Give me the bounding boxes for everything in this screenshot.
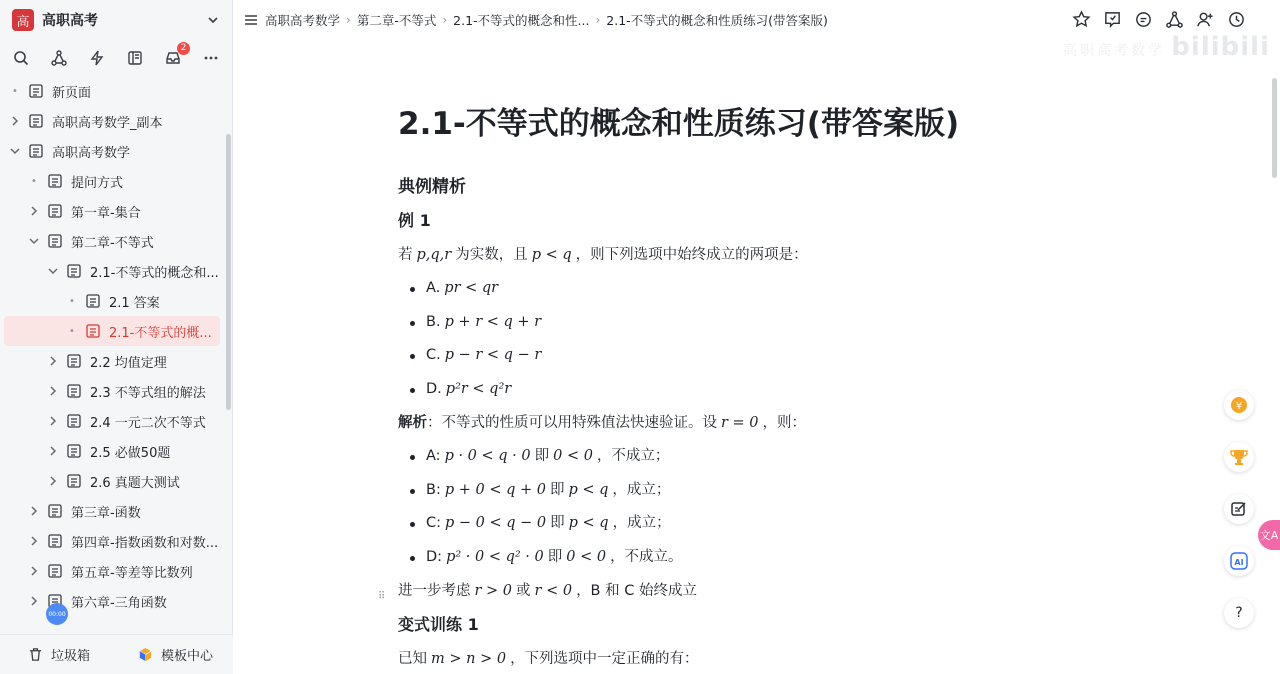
document-icon: [85, 293, 101, 309]
sidebar-toolbar: [0, 40, 232, 76]
chevron-right-icon[interactable]: [46, 474, 60, 488]
sidebar-tree-item[interactable]: [0, 586, 226, 616]
variant-heading[interactable]: 变式训练 1: [398, 615, 479, 634]
sidebar-tree-item[interactable]: [0, 466, 226, 496]
chevron-right-icon[interactable]: [46, 444, 60, 458]
document-icon: [28, 143, 44, 159]
flash-icon[interactable]: [88, 49, 106, 67]
chevron-right-icon[interactable]: [8, 114, 22, 128]
example-heading[interactable]: 例 1: [398, 211, 431, 230]
document-icon: [66, 473, 82, 489]
tree-item-label: 2.2 均值定理: [90, 355, 167, 371]
list-item[interactable]: [398, 306, 1158, 340]
tree-item-label: 高职高考数学: [52, 145, 131, 161]
history-icon[interactable]: [1227, 10, 1246, 29]
document-icon: [47, 563, 63, 579]
chevron-right-icon[interactable]: [27, 534, 41, 548]
text: 为实数，且: [455, 247, 528, 263]
check-expr2: 0 < 0: [553, 448, 593, 464]
inbox-badge: 2: [177, 42, 190, 55]
coin-button[interactable]: [1224, 390, 1254, 420]
tree-item-label: 2.5 必做50题: [90, 445, 171, 461]
tree-item-label: 第五章-等差等比数列: [71, 565, 193, 581]
tree-item-label: 第三章-函数: [71, 505, 141, 521]
sidebar-tree-item[interactable]: [0, 136, 226, 166]
document-icon: [66, 383, 82, 399]
ai-icon: [1224, 546, 1254, 576]
workspace-header[interactable]: [0, 0, 232, 40]
list-item[interactable]: [398, 373, 1158, 407]
coin-icon: [1224, 390, 1254, 420]
add-user-icon[interactable]: [1196, 10, 1215, 29]
text: 即: [534, 448, 550, 464]
chevron-right-icon[interactable]: [27, 594, 41, 608]
check-expr: p + 0 < q + 0: [444, 481, 546, 498]
bullet-icon: •: [69, 295, 75, 307]
inbox-icon[interactable]: [164, 43, 187, 67]
check-expr2: p < q: [568, 515, 609, 531]
comment-pin-icon[interactable]: [1103, 10, 1122, 29]
chevron-down-icon[interactable]: [46, 264, 60, 278]
sidebar-tree-item[interactable]: [0, 106, 226, 136]
page-title[interactable]: 2.1-不等式的概念和性质练习(带答案版): [398, 106, 960, 142]
list-item[interactable]: [398, 440, 1158, 474]
tree-item-label: 第一章-集合: [71, 205, 141, 221]
document-icon: [85, 323, 101, 339]
sidebar-tree-item[interactable]: [0, 76, 226, 106]
bullet-icon: •: [12, 85, 18, 97]
sidebar-tree-item[interactable]: [0, 256, 226, 286]
more-icon[interactable]: [202, 49, 220, 67]
chevron-right-icon: ›: [346, 13, 351, 27]
page-tree: [0, 76, 226, 616]
edit-button[interactable]: [1224, 494, 1254, 524]
chevron-right-icon[interactable]: [46, 384, 60, 398]
graph-view-icon[interactable]: [1165, 10, 1184, 29]
timer-badge[interactable]: 00:00: [46, 603, 68, 625]
math-vars: p,q,r: [416, 247, 452, 263]
section-heading[interactable]: 典例精析: [398, 177, 466, 197]
trophy-button[interactable]: [1224, 442, 1254, 472]
search-icon[interactable]: [12, 49, 30, 67]
trash-label: 垃圾箱: [51, 649, 91, 664]
question-paragraph[interactable]: [398, 238, 1158, 272]
help-icon: ?: [1224, 598, 1254, 628]
workspace-logo: 高: [12, 9, 34, 31]
breadcrumb-item[interactable]: 高职高考数学: [265, 13, 341, 28]
list-item[interactable]: [398, 541, 1158, 575]
sidebar: [0, 0, 233, 674]
trophy-icon: [1224, 442, 1254, 472]
breadcrumb-item[interactable]: 第二章-不等式: [356, 13, 437, 28]
tree-item-label: 2.6 真题大测试: [90, 475, 180, 491]
text: ，则下列选项中始终成立的两项是：: [575, 247, 808, 263]
analysis-label: 解析: [398, 415, 427, 431]
check-expr: p · 0 < q · 0: [444, 448, 531, 464]
option-label: A.: [426, 280, 441, 296]
math-expr: r = 0: [721, 415, 759, 431]
tree-item-label: 第六章-三角函数: [71, 595, 167, 611]
chevron-right-icon: ›: [595, 13, 601, 27]
chevron-down-icon[interactable]: [27, 234, 41, 248]
help-button[interactable]: [1224, 598, 1254, 628]
bullet-icon: •: [31, 175, 37, 187]
option-label: C.: [426, 347, 441, 363]
text: ，成立；: [612, 515, 671, 531]
sidebar-tree-item[interactable]: [0, 526, 226, 556]
check-expr2: 0 < 0: [566, 548, 607, 565]
text: 即: [550, 515, 565, 531]
option-expr: pr < qr: [444, 280, 499, 296]
text: 即: [547, 548, 563, 565]
chat-icon[interactable]: [1134, 10, 1153, 29]
option-expr: p + r < q + r: [444, 313, 542, 330]
math-expr: r > 0: [474, 583, 513, 599]
book-icon[interactable]: [126, 49, 144, 67]
tree-item-label: 新页面: [52, 85, 92, 101]
top-actions: [1072, 10, 1246, 29]
tree-item-label: 高职高考数学_副本: [52, 115, 163, 131]
ai-assistant-button[interactable]: [1224, 546, 1254, 576]
watermark: bilibili: [1171, 32, 1270, 62]
trash-button[interactable]: [0, 645, 110, 664]
text: 已知: [398, 651, 427, 667]
text: ：不等式的性质可以用特殊值法快速验证。设: [427, 415, 717, 431]
option-expr: p²r < q²r: [445, 380, 512, 397]
text: ，不成立；: [596, 448, 670, 464]
last-paragraph[interactable]: [398, 642, 1158, 674]
document-body: [398, 100, 1158, 674]
sidebar-tree-item[interactable]: [0, 226, 226, 256]
text: 或: [516, 583, 531, 599]
text: ，不成立。: [610, 548, 683, 565]
tree-item-label: 提问方式: [71, 175, 124, 191]
text: ，成立；: [612, 481, 671, 498]
chevron-down-icon[interactable]: [206, 13, 220, 27]
option-label: D.: [426, 380, 442, 397]
svg-text:AI: AI: [1234, 558, 1244, 567]
sidebar-footer: [0, 634, 233, 674]
breadcrumb-item[interactable]: 2.1-不等式的概念和性...: [453, 13, 590, 28]
checks-list: [398, 440, 1158, 574]
sidebar-tree-item[interactable]: [0, 436, 226, 466]
breadcrumb: [265, 11, 828, 29]
chevron-right-icon[interactable]: [27, 204, 41, 218]
math-expr: m > n > 0: [431, 651, 507, 667]
document-icon: [66, 353, 82, 369]
check-expr: p² · 0 < q² · 0: [446, 548, 544, 565]
graph-icon[interactable]: [50, 49, 68, 67]
tree-item-label: 2.1-不等式的概...: [109, 325, 212, 341]
math-condition: p < q: [531, 247, 572, 263]
content-scrollbar[interactable]: [1272, 78, 1277, 178]
sidebar-tree-item[interactable]: [0, 286, 226, 316]
list-item[interactable]: [398, 474, 1158, 508]
breadcrumb-item-current[interactable]: 2.1-不等式的概念和性质练习(带答案版): [606, 13, 828, 28]
text: 进一步考虑: [398, 583, 471, 599]
template-center-label: 模板中心: [161, 649, 214, 664]
list-item[interactable]: [398, 339, 1158, 373]
chevron-right-icon[interactable]: [27, 504, 41, 518]
chevron-right-icon[interactable]: [46, 414, 60, 428]
option-label: B.: [426, 313, 441, 330]
check-label: A:: [426, 448, 441, 464]
bullet-icon: •: [69, 325, 75, 337]
cube-icon: [138, 647, 153, 662]
tree-item-label: 2.1-不等式的概念和...: [90, 265, 219, 281]
sidebar-tree-item[interactable]: [4, 316, 220, 346]
text: ，B 和 C 始终成立: [576, 583, 697, 599]
text: ，则：: [762, 415, 807, 431]
sidebar-tree-item[interactable]: [0, 346, 226, 376]
sidebar-scrollbar[interactable]: [226, 134, 231, 410]
chevron-down-icon[interactable]: [8, 144, 22, 158]
chevron-right-icon: ›: [442, 13, 448, 27]
tree-item-label: 第四章-指数函数和对数...: [71, 535, 219, 551]
sidebar-tree-item[interactable]: [0, 496, 226, 526]
menu-icon[interactable]: [243, 12, 259, 28]
text: 若: [398, 247, 413, 263]
tree-item-label: 2.4 一元二次不等式: [90, 415, 206, 431]
sidebar-tree-item[interactable]: [0, 376, 226, 406]
document-icon: [66, 413, 82, 429]
option-expr: p − r < q − r: [444, 347, 542, 363]
document-icon: [47, 533, 63, 549]
check-label: D:: [426, 548, 443, 565]
trash-icon: [28, 647, 43, 662]
check-label: B:: [426, 481, 441, 498]
analysis-paragraph[interactable]: [398, 406, 1158, 440]
sidebar-tree-item[interactable]: [0, 196, 226, 226]
sidebar-tree-item[interactable]: [0, 166, 226, 196]
svg-text:¥: ¥: [1235, 401, 1243, 412]
drag-handle-icon[interactable]: ⠿: [378, 591, 386, 602]
document-icon: [47, 203, 63, 219]
document-icon: [28, 113, 44, 129]
document-icon: [66, 443, 82, 459]
text: 即: [549, 481, 565, 498]
list-item[interactable]: [398, 507, 1158, 541]
edit-icon: [1224, 494, 1254, 524]
workspace-name: 高职高考: [42, 13, 98, 29]
document-icon: [47, 503, 63, 519]
math-expr: r < 0: [534, 583, 573, 599]
watermark-subtitle: 高职高考数学: [1063, 43, 1165, 59]
document-icon: [47, 173, 63, 189]
top-bar: [233, 0, 1280, 62]
star-icon[interactable]: [1072, 10, 1091, 29]
sidebar-tree-item[interactable]: [0, 406, 226, 436]
chevron-right-icon[interactable]: [27, 564, 41, 578]
check-expr2: p < q: [568, 481, 609, 498]
template-center-button[interactable]: [110, 645, 220, 664]
check-expr: p − 0 < q − 0: [445, 515, 547, 531]
list-item[interactable]: [398, 272, 1158, 306]
options-list: [398, 272, 1158, 406]
translate-button[interactable]: 文A: [1258, 520, 1280, 550]
document-icon: [47, 233, 63, 249]
further-paragraph[interactable]: [398, 574, 1158, 608]
tree-item-label: 第二章-不等式: [71, 235, 154, 251]
check-label: C:: [426, 515, 442, 531]
tree-item-label: 2.1 答案: [109, 295, 160, 311]
sidebar-tree-item[interactable]: [0, 556, 226, 586]
document-icon: [66, 263, 82, 279]
tree-item-label: 2.3 不等式组的解法: [90, 385, 206, 401]
document-icon: [28, 83, 44, 99]
text: ，下列选项中一定正确的有：: [510, 651, 699, 667]
chevron-right-icon[interactable]: [46, 354, 60, 368]
